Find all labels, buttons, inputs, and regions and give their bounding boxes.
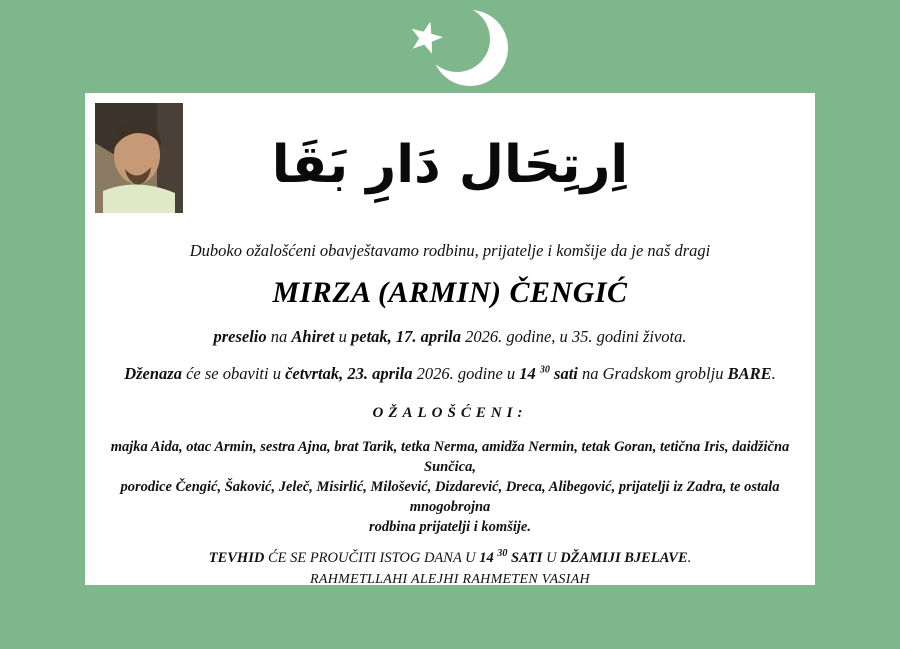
funeral-info-line: Dženaza će se obaviti u četvrtak, 23. aprila 2026. godine u 14 $^{30}$ sati na Gradskom groblju BARE. bbox=[124, 364, 776, 383]
mourners-list bbox=[85, 437, 815, 537]
arabic-calligraphy: اِرتِحَال دَارِ بَقَا bbox=[271, 135, 629, 195]
closing-prayer: RAHMETLLAHI ALEJHI RAHMETEN VASIAH bbox=[310, 572, 590, 587]
death-date-line: preselio na Ahiret u petak, 17. aprila 2026. godine, u 35. godini života. bbox=[213, 327, 687, 346]
tevhid-line: TEVHID ĆE SE PROUČITI ISTOG DANA U 14 $^{30}$ SATI U DŽAMIJI BJELAVE. bbox=[208, 548, 692, 566]
mourners-line: porodice Čengić, Šaković, Jeleč, Misirlić, Milošević, Dizdarević, Dreca, Alibegović, prijatelji iz Zadra, te ostala mnogobrojna bbox=[120, 479, 780, 515]
mourners-line: majka Aida, otac Armin, sestra Ajna, brat Tarik, tetka Nerma, amidža Nermin, tetak Goran, tetična Iris, daidžična Sunčica, bbox=[110, 439, 790, 475]
mourners-line: rodbina prijatelji i komšije. bbox=[369, 519, 531, 535]
death-notice-card bbox=[85, 93, 815, 585]
intro-line: Duboko ožalošćeni obavještavamo rodbinu, prijatelje i komšije da je naš dragi bbox=[189, 241, 711, 260]
crescent-and-star-icon bbox=[398, 4, 513, 89]
portrait-photo bbox=[95, 103, 183, 213]
deceased-name: MIRZA (ARMIN) ČENGIĆ bbox=[272, 276, 628, 309]
mourners-heading: OŽALOŠĆENI: bbox=[372, 405, 528, 421]
